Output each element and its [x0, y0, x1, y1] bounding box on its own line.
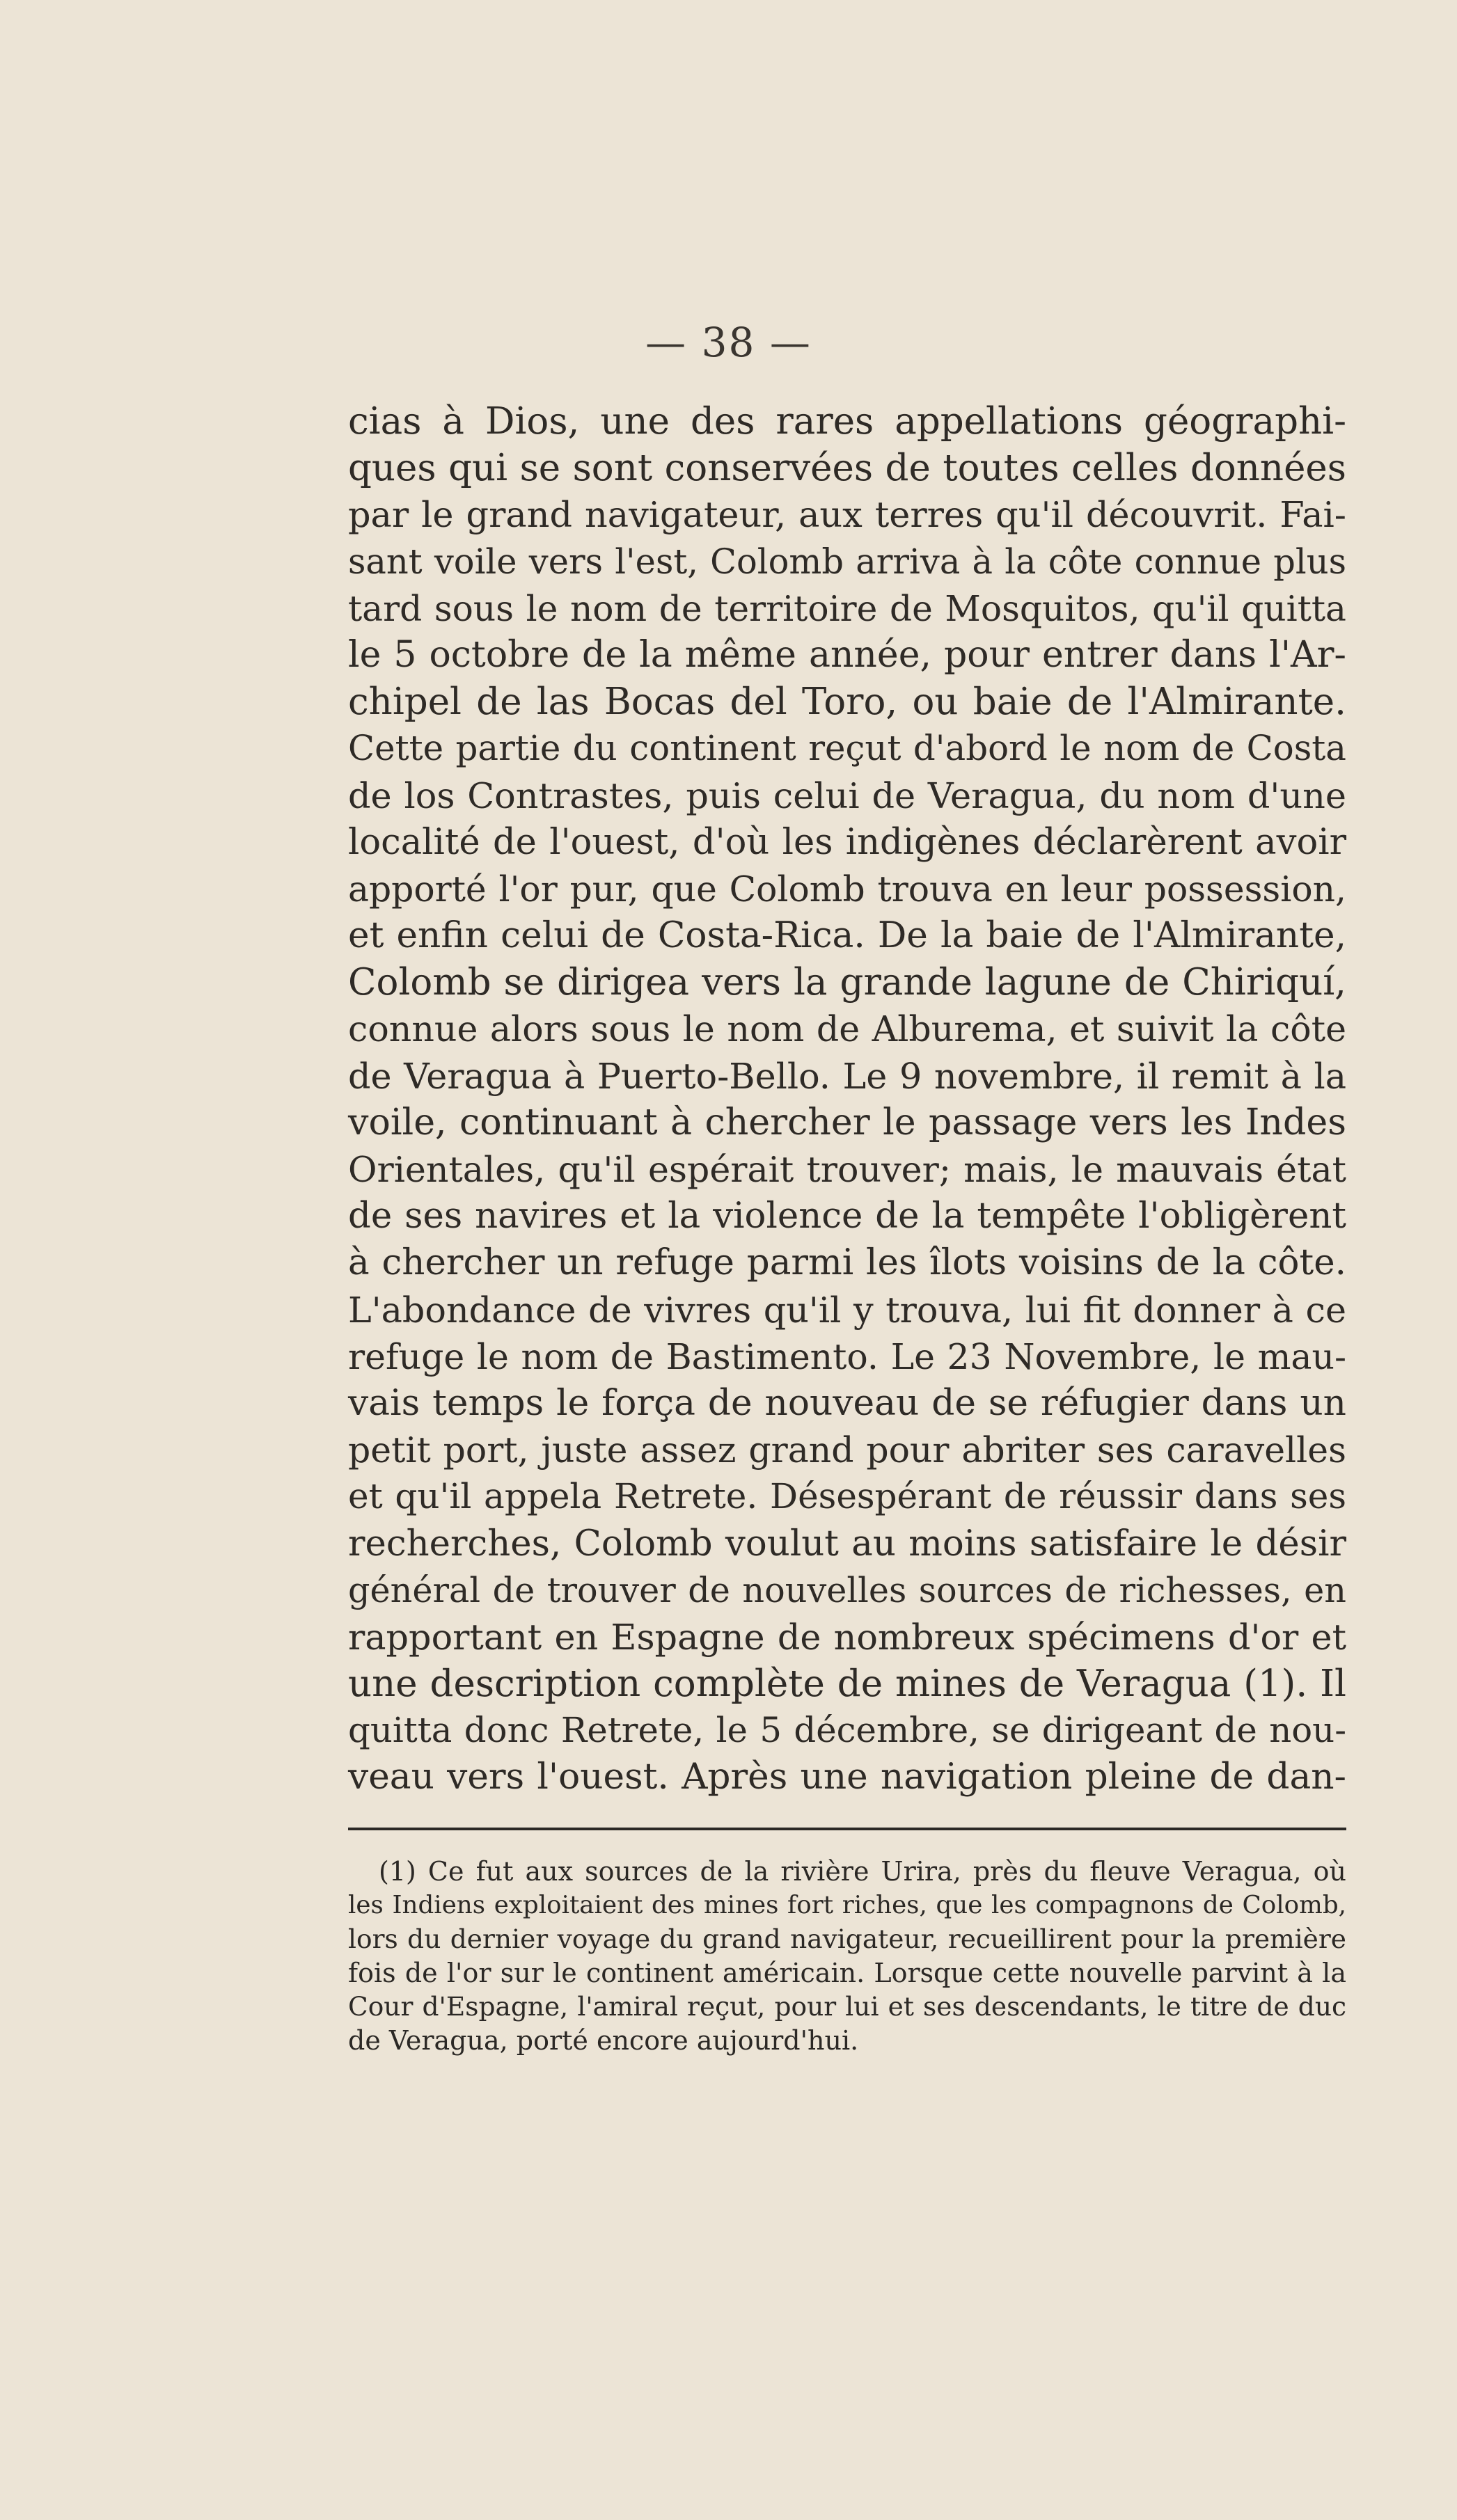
- footnote-line: de Veragua, porté encore aujourd'hui.: [348, 2024, 859, 2056]
- body-line: et qu'il appela Retrete. Désespérant de réussir dans ses: [348, 1476, 1346, 1517]
- body-line: rapportant en Espagne de nombreux spécimens d'or et: [348, 1616, 1346, 1658]
- body-line: petit port, juste assez grand pour abriter ses caravelles: [348, 1429, 1346, 1471]
- body-line: refuge le nom de Bastimento. Le 23 Novembre, le mau-: [348, 1336, 1346, 1377]
- body-line: voile, continuant à chercher le passage vers les Indes: [348, 1101, 1346, 1143]
- body-line: quitta donc Retrete, le 5 décembre, se dirigeant de nou-: [348, 1710, 1346, 1751]
- body-line: chipel de las Bocas del Toro, ou baie de l'Almirante.: [348, 681, 1346, 724]
- body-line: Colomb se dirigea vers la grande lagune de Chiriquí,: [348, 961, 1346, 1004]
- body-line: le 5 octobre de la même année, pour entrer dans l'Ar-: [348, 633, 1346, 676]
- body-line: de ses navires et la violence de la tempête l'obligèrent: [348, 1195, 1346, 1237]
- body-line: tard sous le nom de territoire de Mosquitos, qu'il quitta: [348, 587, 1346, 629]
- footnote-line: lors du dernier voyage du grand navigateur, recueillirent pour la première: [348, 1924, 1346, 1954]
- body-line: général de trouver de nouvelles sources de richesses, en: [348, 1569, 1346, 1610]
- body-line: recherches, Colomb voulut au moins satisfaire le désir: [348, 1522, 1346, 1564]
- body-line: sant voile vers l'est, Colomb arriva à la côte connue plus: [348, 541, 1346, 582]
- body-line: connue alors sous le nom de Alburema, et suivit la côte: [348, 1008, 1346, 1050]
- body-line: Cette partie du continent reçut d'abord le nom de Costa: [348, 728, 1346, 769]
- body-line: une description complète de mines de Veragua (1). Il: [348, 1663, 1346, 1706]
- body-line: de Veragua à Puerto-Bello. Le 9 novembre, il remit à la: [348, 1055, 1346, 1097]
- body-line: à chercher un refuge parmi les îlots voisins de la côte.: [348, 1242, 1346, 1284]
- footnote-line: (1) Ce fut aux sources de la rivière Urira, près du fleuve Veragua, où: [379, 1856, 1346, 1887]
- body-line: apporté l'or pur, que Colomb trouva en leur possession,: [348, 868, 1346, 910]
- footnote-line: fois de l'or sur le continent américain. Lorsque cette nouvelle parvint à la: [348, 1957, 1346, 1988]
- footnote-divider: [348, 1828, 1346, 1830]
- body-line: L'abondance de vivres qu'il y trouva, lui fit donner à ce: [348, 1289, 1346, 1331]
- footnote: [348, 1855, 1346, 2057]
- body-line: Orientales, qu'il espérait trouver; mais, le mauvais état: [348, 1149, 1346, 1190]
- body-line: localité de l'ouest, d'où les indigènes déclarèrent avoir: [348, 821, 1346, 863]
- body-text: [348, 398, 1346, 1801]
- body-line: cias à Dios, une des rares appellations géographi-: [348, 400, 1346, 443]
- body-line: vais temps le força de nouveau de se réfugier dans un: [348, 1381, 1346, 1424]
- footnote-line: Cour d'Espagne, l'amiral reçut, pour lui et ses descendants, le titre de duc: [348, 1991, 1346, 2022]
- body-line: et enfin celui de Costa-Rica. De la baie de l'Almirante,: [348, 914, 1346, 957]
- body-line: ques qui se sont conservées de toutes celles données: [348, 447, 1346, 490]
- body-line: de los Contrastes, puis celui de Veragua, du nom d'une: [348, 775, 1346, 816]
- body-line: veau vers l'ouest. Après une navigation pleine de dan-: [348, 1756, 1346, 1798]
- footnote-line: les Indiens exploitaient des mines fort riches, que les compagnons de Colomb,: [348, 1890, 1346, 1919]
- page-number: — 38 —: [645, 319, 812, 366]
- body-line: par le grand navigateur, aux terres qu'il découvrit. Fai-: [348, 494, 1346, 536]
